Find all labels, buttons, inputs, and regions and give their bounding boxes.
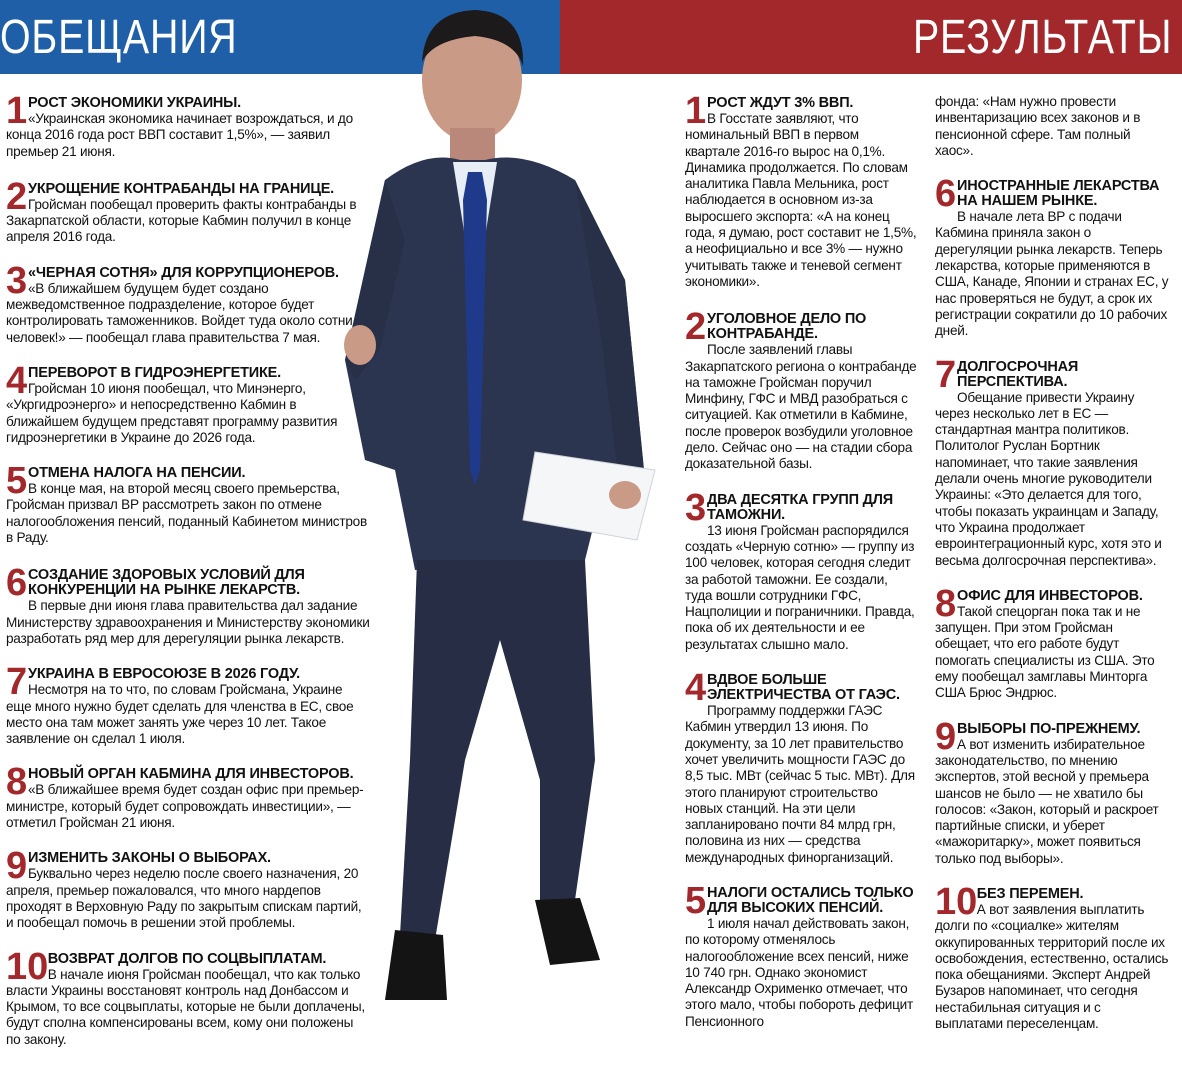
item-heading: ПЕРЕВОРОТ В ГИДРОЭНЕРГЕТИКЕ. [28, 364, 281, 381]
item-text: Программу поддержки ГАЭС Кабмин утвердил 13 июня. По документу, за 10 лет правительство хочет увеличить мощности ГАЭС до 8,5 тыс. МВт (сейчас 5 тыс. МВт). Для этого планируют строительство новых станций. На эти цели запланировано почти 84 млрд грн, половина из них — средства международных финорганизаций. [685, 703, 915, 865]
item-heading: ДВА ДЕСЯТКА ГРУПП ДЛЯ ТАМОЖНИ. [707, 491, 893, 523]
item-number: 10 [935, 880, 978, 923]
item-text: А вот заявления выплатить долги по «социалке» жителям оккупированных территорий после их освобождения, естественно, остались пока обещаниями. Эксперт Андрей Бузаров напоминает, что сегодня нестабильная ситуация и с выплатами переселенцам. [935, 901, 1169, 1032]
item-heading: НОВЫЙ ОРГАН КАБМИНА ДЛЯ ИНВЕСТОРОВ. [28, 766, 354, 783]
item-number: 5 [6, 460, 28, 503]
item-text: В Госстате заявляют, что номинальный ВВП в первом квартале 2016-го вырос на 0,1%. Динамика продолжается. По словам аналитика Павла Мельника, рост наблюдается в основном из-за выросшего экспорта: «А на конец года, я думаю, рост составит не 1,5%, а неофициально и все 3% — нужно учитывать также и теневой сегмент экономики». [685, 111, 917, 289]
promises-item [6, 259, 371, 346]
promises-title: ОБЕЩАНИЯ [0, 11, 238, 64]
item-heading: ИНОСТРАННЫЕ ЛЕКАРСТВА НА НАШЕМ РЫНКЕ. [957, 178, 1160, 210]
item-text: Буквально через неделю после своего назначения, 20 апреля, премьер пожаловался, что много нардепов проходят в Верховную Раду по закрытым спискам партий, и пообещал помочь в решении этой проблемы. [6, 866, 362, 931]
item-heading: ВДВОЕ БОЛЬШЕ ЭЛЕКТРИЧЕСТВА ОТ ГАЭС. [707, 672, 900, 704]
promises-item [6, 761, 371, 831]
item-text: В конце мая, на второй месяц своего премьерства, Гройсман призвал ВР рассмотреть закон по отмене налогообложения пенсий, поданный Кабинетом министров в Раду. [6, 481, 367, 546]
item-heading: ОФИС ДЛЯ ИНВЕСТОРОВ. [957, 587, 1143, 604]
results-title: РЕЗУЛЬТАТЫ [912, 11, 1172, 64]
results_mid-item [685, 306, 917, 472]
item-number: 3 [685, 486, 707, 529]
item-text: «В ближайшее время будет создан офис при премьер-министре, который будет сопровождать инвестиции», — отметил Гройсман 21 июня. [6, 782, 364, 831]
item-heading: НАЛОГИ ОСТАЛИСЬ ТОЛЬКО ДЛЯ ВЫСОКИХ ПЕНСИЙ. [707, 884, 914, 916]
item-number: 2 [6, 175, 28, 218]
item-text: В первые дни июня глава правительства дал задание Министерству здравоохранения и Министерству экономики разработать ряд мер для дерегуляции рынка лекарств. [6, 598, 370, 646]
item-heading: ДОЛГОСРОЧНАЯ ПЕРСПЕКТИВА. [957, 358, 1079, 390]
results_right-item [935, 582, 1171, 702]
item-heading: СОЗДАНИЕ ЗДОРОВЫХ УСЛОВИЙ ДЛЯ КОНКУРЕНЦИИ НА РЫНКЕ ЛЕКАРСТВ. [28, 567, 305, 599]
item-number: 4 [685, 667, 707, 710]
item-number: 5 [685, 879, 707, 922]
item-text: 13 июня Гройсман распорядился создать «Черную сотню» — группу из 100 человек, которая сегодня следит за работой таможни. Ее создали, туда вошли сотрудники ГФС, Нацполиции и пограничники. Правда, пока об их деятельности и ее результатах слышно мало. [685, 522, 915, 652]
item-text: Гройсман пообещал проверить факты контрабанды в Закарпатской области, которые Кабмин получил в конце апреля 2016 года. [6, 196, 357, 245]
promises-item [6, 460, 371, 546]
promises-item [6, 661, 371, 747]
item-heading: УКРОЩЕНИЕ КОНТРАБАНДЫ НА ГРАНИЦЕ. [28, 180, 335, 197]
item-text: В начале лета ВР с подачи Кабмина приняла закон о дерегуляции рынка лекарств. Теперь лекарства, которые применяются в США, Канаде, Японии и странах ЕС, у нас проверяться не будут, а срок их регистрации сократили до 10 рабочих дней. [935, 209, 1169, 339]
promises-item [6, 945, 371, 1048]
results_right-item [935, 353, 1171, 569]
item-number: 3 [6, 259, 28, 302]
promises-column [6, 90, 371, 1048]
results_mid-item [685, 879, 917, 1030]
item-number: 1 [6, 90, 28, 132]
results_right-item [935, 880, 1171, 1032]
results_right-item [935, 715, 1171, 867]
results-column-middle [685, 90, 917, 1030]
item-number: 2 [685, 306, 707, 349]
item-number: 7 [6, 661, 28, 704]
results_mid-item [685, 667, 917, 866]
item-heading: РОСТ ЭКОНОМИКИ УКРАИНЫ. [28, 95, 242, 111]
item-text: В начале июня Гройсман пообещал, что как только власти Украины восстановят контроль над Донбассом и Крымом, то все соцвыплаты, которые не были доплачены, будут сполна компенсированы всем, кому они положены по закону. [6, 966, 365, 1047]
man-in-suit-photo [325, 0, 685, 1072]
item-text: Гройсман 10 июня пообещал, что Минэнерго, «Укргидроэнерго» и непосредственно Кабмин в ближайшем будущем представят программу развития гидроэнергетики в Украине до 2026 года. [6, 380, 338, 445]
promises-item [6, 175, 371, 246]
item-heading: «ЧЕРНАЯ СОТНЯ» ДЛЯ КОРРУПЦИОНЕРОВ. [28, 264, 339, 281]
item-heading: РОСТ ЖДУТ 3% ВВП. [707, 95, 854, 111]
results_mid-item [685, 90, 917, 290]
item-text: После заявлений главы Закарпатского региона о контрабанде на таможне Гройсман поручил Минфину, ГФС и МВД разобраться с ситуацией. Как отметили в Кабмине, после проверок возбудили уголовное дело. Сейчас оно — на стадии сбора доказательной базы. [685, 342, 917, 472]
item-text: 1 июля начал действовать закон, по которому отменялось налогообложение всех пенсий, ниже 10 740 грн. Однако экономист Александр Охрименко отмечает, что этого мало, чтобы побороть дефицит Пенсионного [685, 915, 913, 1029]
item-text: А вот изменить избирательное законодательство, по мнению экспертов, этой весной у премьера шансов не было — не хватило бы голосов: «Закон, который и раскроет партийные списки, и уберет «мажоритарку», может появиться только под выборы». [935, 736, 1159, 866]
item-number: 6 [935, 173, 957, 216]
item-text: Обещание привести Украину через несколько лет в ЕС — стандартная мантра политиков. Политолог Руслан Бортник напоминает, что такие заявления делали очень многие руководители Украины: «Это делается для того, чтобы показать украинцам и Западу, что Украина продолжает евроинтеграционный курс, хотя это и весьма долгосрочная перспектива». [935, 389, 1162, 568]
item-number: 9 [6, 845, 28, 888]
item-text: Такой спецорган пока так и не запущен. При этом Гройсман обещает, что его работе будут помогать специалисты из США. Это ему пообещал замглавы Минторга США Брюс Эндрюс. [935, 603, 1155, 701]
promises-item [6, 90, 371, 160]
item-heading: УГОЛОВНОЕ ДЕЛО ПО КОНТРАБАНДЕ. [707, 311, 867, 343]
results-column-right [935, 94, 1171, 1032]
promises-item [6, 845, 371, 931]
item-number: 4 [6, 359, 28, 402]
item-number: 7 [935, 353, 957, 396]
promises-item [6, 562, 371, 647]
results_right-item [935, 173, 1171, 339]
item-text: «Украинская экономика начинает возрождаться, и до конца 2016 года рост ВВП составит 1,5%», — заявил премьер 21 июня. [6, 111, 353, 159]
item-text: Несмотря на то что, по словам Гройсмана, Украине еще много нужно будет сделать для членства в ЕС, свое место она там может занять уже через 10 лет. Такое заявление он сделал 1 июля. [6, 682, 354, 747]
results_right-item [935, 94, 1171, 159]
item-number: 8 [935, 582, 957, 625]
item-text: «В ближайшем будущем будет создано межведомственное подразделение, которое будет контролировать таможенников. Войдет туда около сотни человек!» — пообещал глава правительства 7 мая. [6, 280, 353, 345]
item-heading: ИЗМЕНИТЬ ЗАКОНЫ О ВЫБОРАХ. [28, 850, 271, 867]
item-heading: УКРАИНА В ЕВРОСОЮЗЕ В 2026 ГОДУ. [28, 666, 300, 683]
item-number: 1 [685, 90, 707, 132]
item-number: 6 [6, 562, 28, 605]
item-heading: ОТМЕНА НАЛОГА НА ПЕНСИИ. [28, 465, 246, 482]
item-number: 10 [6, 945, 49, 988]
results_mid-item [685, 486, 917, 653]
item-number: 8 [6, 761, 28, 804]
item-text: фонда: «Нам нужно провести инвентаризацию всех законов и в пенсионной сфере. Там полный хаос». [935, 94, 1141, 158]
promises-item [6, 359, 371, 446]
item-heading: БЕЗ ПЕРЕМЕН. [976, 885, 1084, 902]
item-number: 9 [935, 715, 957, 758]
item-heading: ВОЗВРАТ ДОЛГОВ ПО СОЦВЫПЛАТАМ. [47, 950, 327, 967]
item-heading: ВЫБОРЫ ПО-ПРЕЖНЕМУ. [957, 720, 1141, 737]
